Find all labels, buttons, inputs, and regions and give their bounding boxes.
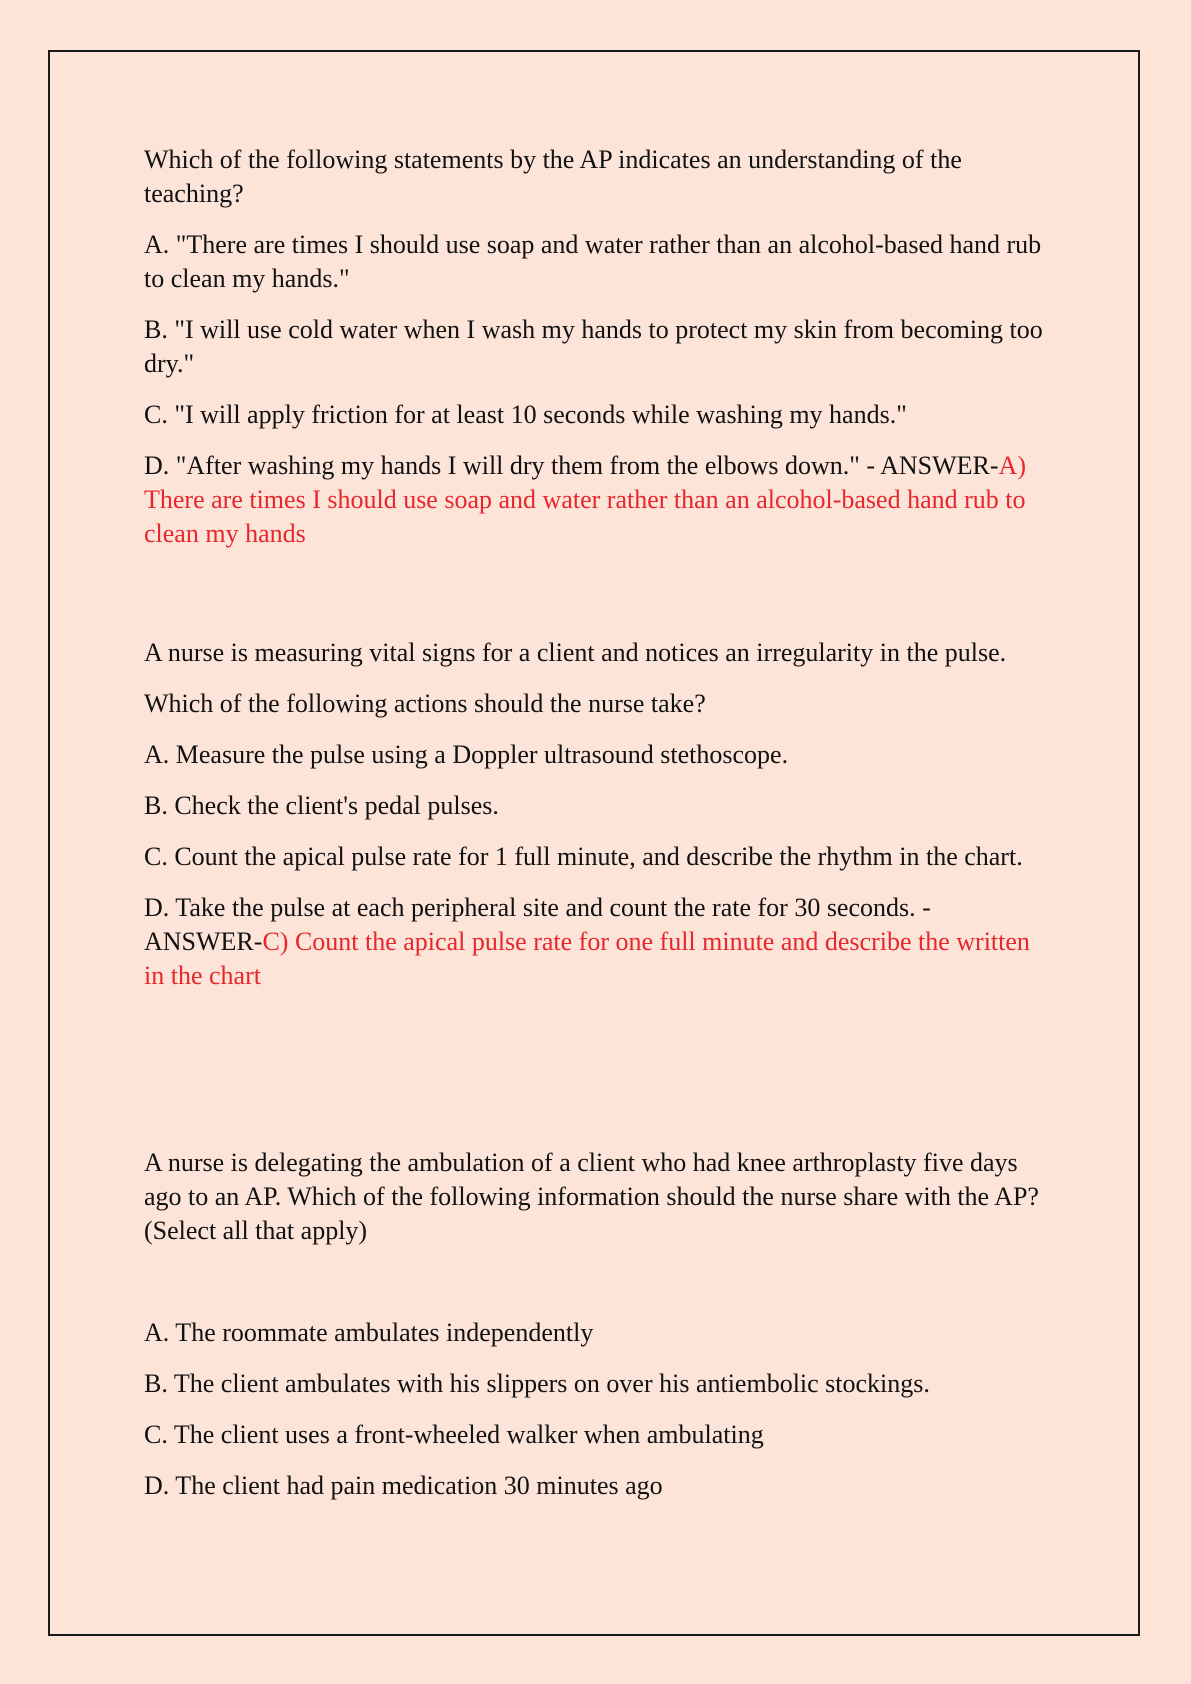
question-2-answer: C) Count the apical pulse rate for one full minute and describe the written in the chart bbox=[144, 927, 1030, 990]
question-2-question: Which of the following actions should the nurse take? bbox=[144, 689, 706, 718]
question-3 bbox=[144, 1146, 1044, 1503]
question-2-option-a: A. Measure the pulse using a Doppler ultrasound stethoscope. bbox=[144, 740, 789, 769]
question-1-option-d-with-answer bbox=[144, 449, 1044, 551]
question-1-answer: A) There are times I should use soap and water rather than an alcohol-based hand rub to clean my hands bbox=[144, 451, 1026, 548]
question-1-option-c: C. "I will apply friction for at least 10 seconds while washing my hands." bbox=[144, 400, 907, 429]
spacer bbox=[144, 1265, 1044, 1316]
question-1-option-a: A. "There are times I should use soap and water rather than an alcohol-based hand rub to clean my hands." bbox=[144, 230, 1042, 293]
question-1-option-d: D. "After washing my hands I will dry them from the elbows down." - ANSWER- bbox=[144, 451, 999, 480]
question-2-option-b: B. Check the client's pedal pulses. bbox=[144, 791, 499, 820]
question-3-stem: A nurse is delegating the ambulation of a client who had knee arthroplasty five days ago to an AP. Which of the following information should the nurse share with the AP? (Select all that apply) bbox=[144, 1148, 1039, 1245]
question-2-option-d: D. Take the pulse at each peripheral site and count the rate for 30 seconds. - ANSWER- bbox=[144, 893, 931, 956]
question-3-option-b: B. The client ambulates with his slippers on over his antiembolic stockings. bbox=[144, 1369, 930, 1398]
document-body bbox=[144, 143, 1044, 1520]
spacer bbox=[144, 568, 1044, 636]
question-1 bbox=[144, 143, 1044, 551]
question-2-option-c: C. Count the apical pulse rate for 1 full minute, and describe the rhythm in the chart. bbox=[144, 842, 1023, 871]
question-2-option-d-with-answer bbox=[144, 891, 1044, 993]
question-3-option-a: A. The roommate ambulates independently bbox=[144, 1318, 594, 1347]
question-3-option-c: C. The client uses a front-wheeled walker when ambulating bbox=[144, 1420, 764, 1449]
question-2-stem: A nurse is measuring vital signs for a client and notices an irregularity in the pulse. bbox=[144, 638, 1007, 667]
question-3-option-d: D. The client had pain medication 30 minutes ago bbox=[144, 1471, 663, 1500]
question-1-stem: Which of the following statements by the AP indicates an understanding of the teaching? bbox=[144, 145, 962, 208]
question-1-option-b: B. "I will use cold water when I wash my hands to protect my skin from becoming too dry." bbox=[144, 315, 1043, 378]
spacer bbox=[144, 1010, 1044, 1146]
question-2 bbox=[144, 636, 1044, 993]
